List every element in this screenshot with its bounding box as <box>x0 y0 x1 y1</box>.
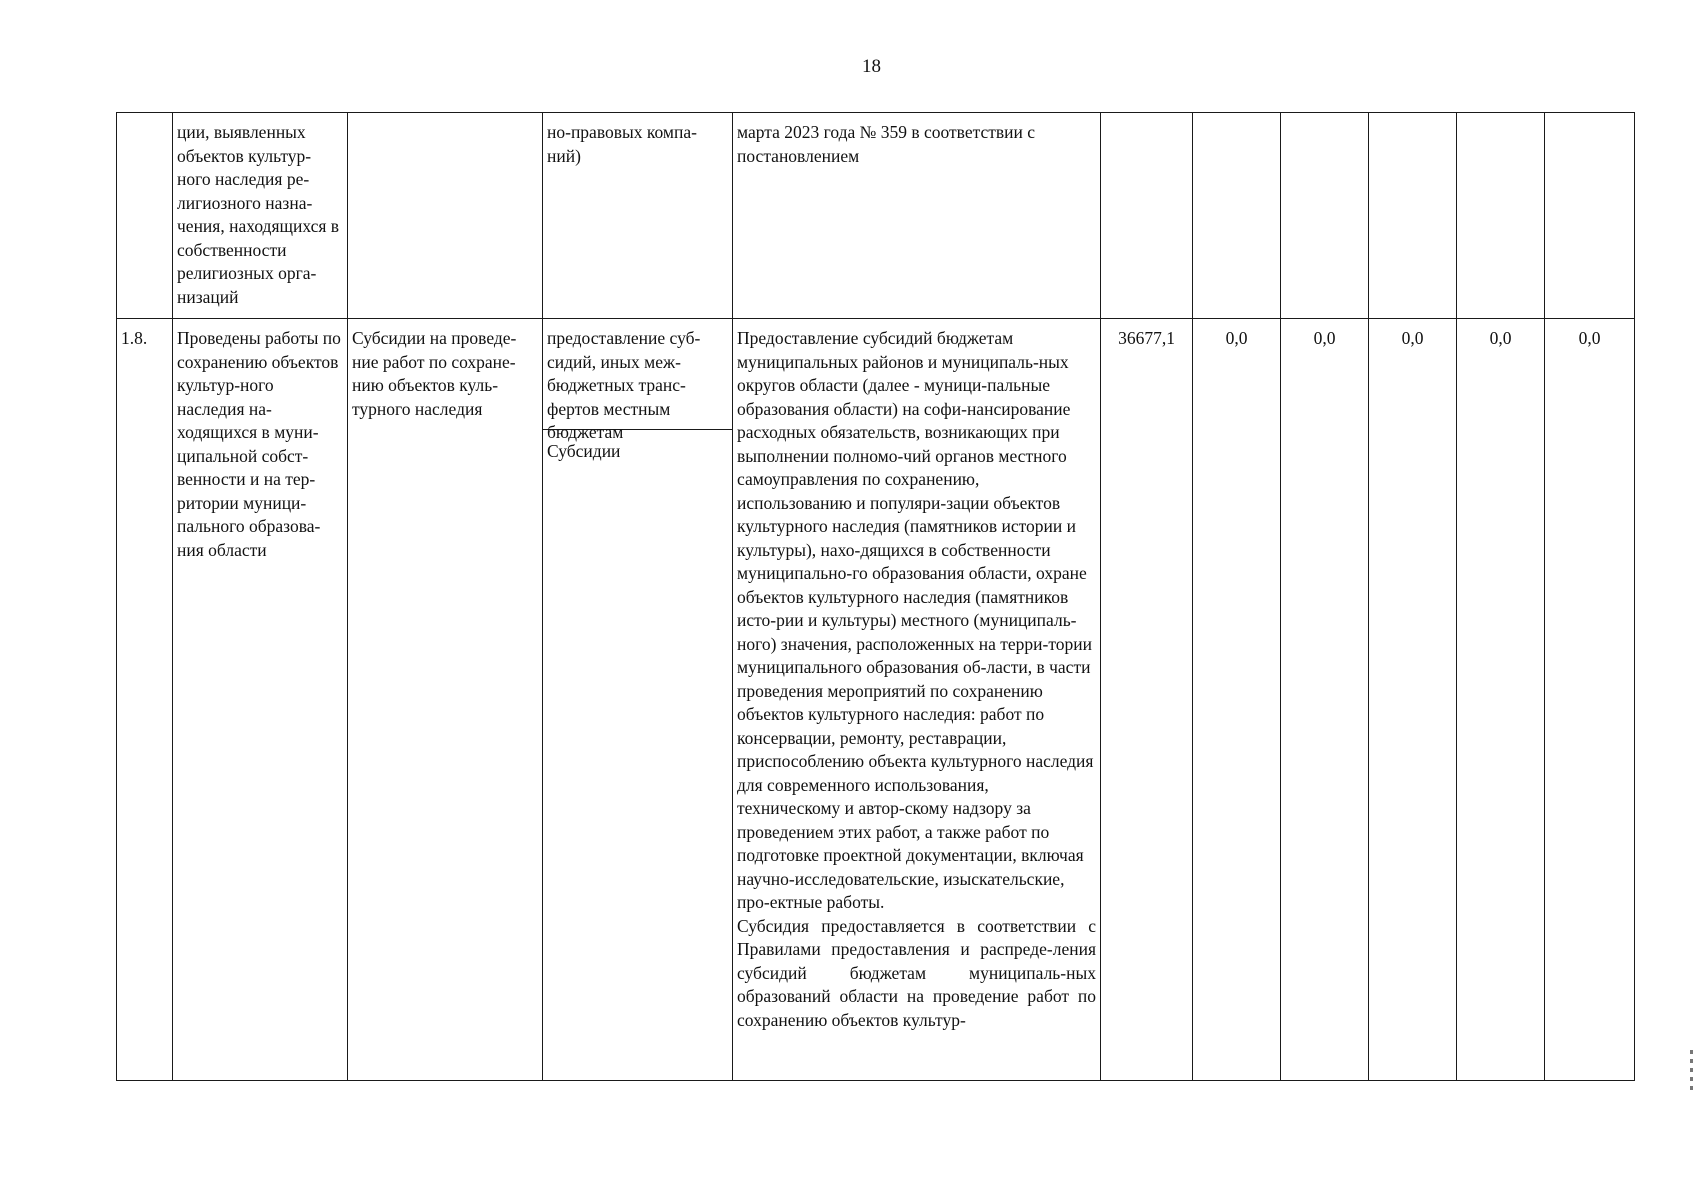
cell-result: ции, выявленных объектов культур-ного наследия ре-лигиозного назна-чения, находящихся в собственности религиозных орга-низаций <box>173 113 348 319</box>
cell-description <box>733 319 1101 1081</box>
cell-value <box>1281 113 1369 319</box>
cell-value <box>1369 113 1457 319</box>
cell-event <box>348 113 543 319</box>
cell-value <box>1457 113 1545 319</box>
cell-event: Субсидии на проведе-ние работ по сохране-нию объектов куль-турного наследия <box>348 319 543 1081</box>
cell-type-bottom: Субсидии <box>547 441 621 461</box>
cell-value: 0,0 <box>1545 319 1635 1081</box>
cell-value <box>1545 113 1635 319</box>
description-paragraph-2: Субсидия предоставляется в соответствии с Правилами предоставления и распреде-ления субсидий бюджетам муниципаль-ных образований области на проведение работ по сохранению объектов культур- <box>737 915 1096 1030</box>
scan-edge-mark <box>1690 1050 1693 1090</box>
cell-description: марта 2023 года № 359 в соответствии с постановлением <box>733 113 1101 319</box>
program-table <box>116 112 1635 1081</box>
cell-value <box>1101 113 1193 319</box>
cell-value: 0,0 <box>1193 319 1281 1081</box>
description-paragraph-1: Предоставление субсидий бюджетам муниципальных районов и муниципаль-ных округов области (далее - муници-пальные образования области) на софи-нансирование расходных обязательств, возникающих при выполнении полномо-чий органов местного самоуправления по сохранению, использованию и популяри-зации объектов культурного наследия (памятников истории и культуры), нахо-дящихся в собственности муниципально-го образования области, охране объектов культурного наследия (памятников исто-рии и культуры) местного (муниципаль-ного) значения, расположенных на терри-тории муниципального образования об-ласти, в части проведения мероприятий по сохранению объектов культурного наследия: работ по консервации, ремонту, реставрации, приспособлению объекта культурного наследия для современного использования, техническому и автор-скому надзору за проведением этих работ, а также работ по подготовке проектной документации, включая научно-исследовательские, изыскательские, про-ектные работы. <box>737 328 1094 912</box>
cell-value: 0,0 <box>1281 319 1369 1081</box>
cell-type-top: предоставление суб-сидий, иных меж-бюджетных транс-фертов местным бюджетам <box>543 319 732 430</box>
table-row-1-8 <box>117 319 1635 1081</box>
cell-value <box>1193 113 1281 319</box>
cell-value: 0,0 <box>1457 319 1545 1081</box>
table-row-continued <box>117 113 1635 319</box>
cell-type: но-правовых компа-ний) <box>543 113 733 319</box>
cell-value: 0,0 <box>1369 319 1457 1081</box>
cell-type <box>543 319 733 1081</box>
cell-result: Проведены работы по сохранению объектов культур-ного наследия на-ходящихся в муни-ципальной собст-венности и на тер-ритории муници-пального образова-ния области <box>173 319 348 1081</box>
cell-value: 36677,1 <box>1101 319 1193 1081</box>
page-number: 18 <box>862 56 881 77</box>
cell-num: 1.8. <box>117 319 173 1081</box>
cell-num <box>117 113 173 319</box>
